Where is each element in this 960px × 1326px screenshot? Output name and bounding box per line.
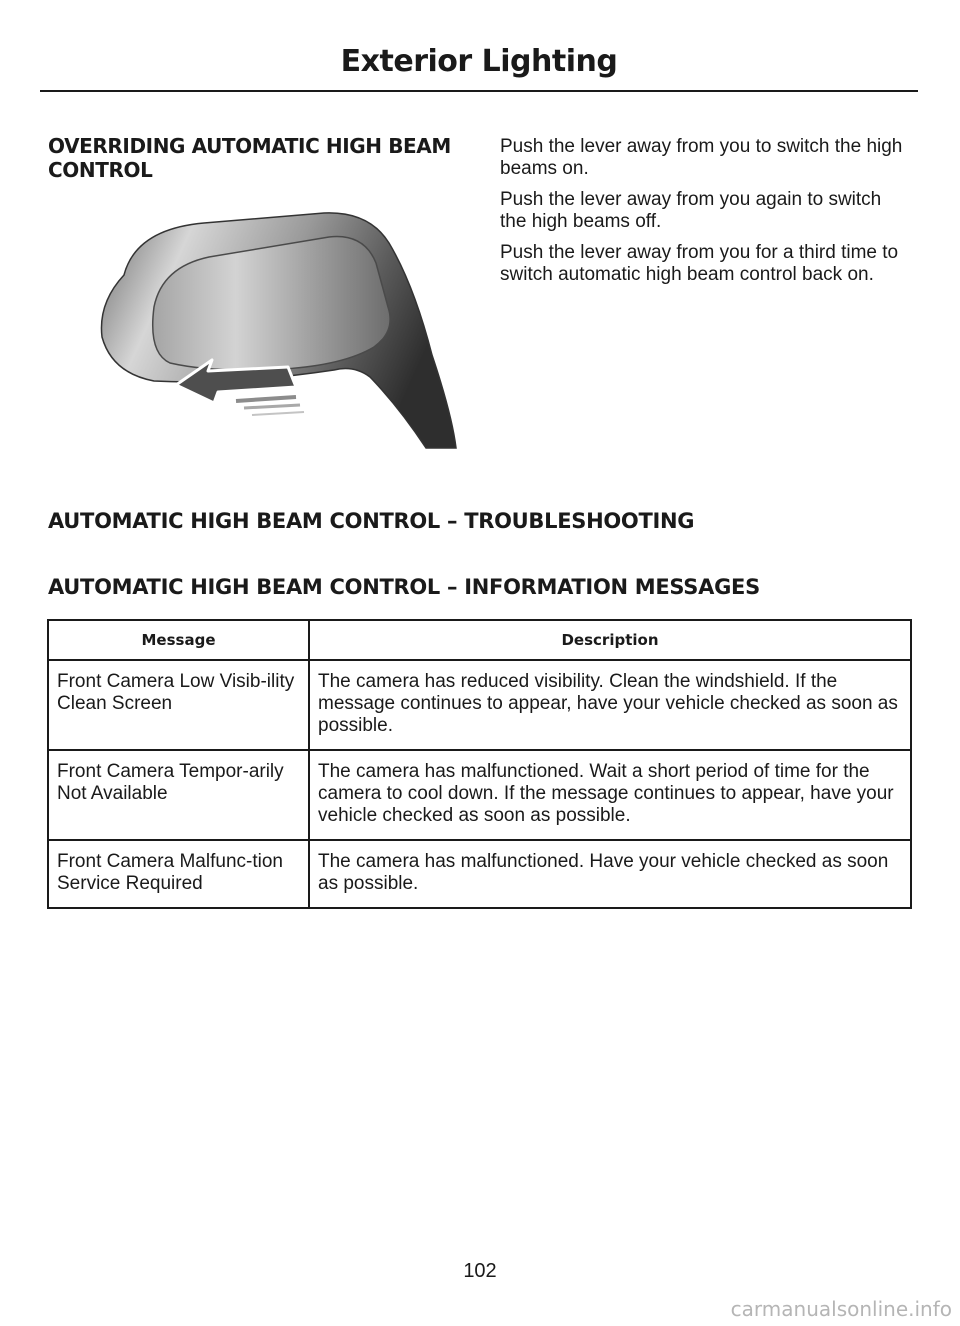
table-row xyxy=(48,840,911,908)
instruction-paragraph: Push the lever away from you for a third time to switch automatic high beam control back on. xyxy=(500,242,899,285)
description-cell: The camera has reduced visibility. Clean the windshield. If the message continues to appear, have your vehicle checked as soon as possible. xyxy=(309,660,911,750)
lever-illustration xyxy=(84,205,464,450)
column-header-message: Message xyxy=(48,620,309,660)
section-title-overriding: OVERRIDING AUTOMATIC HIGH BEAM CONTROL xyxy=(48,134,451,182)
message-cell: Front Camera Tempor-arily Not Available xyxy=(48,750,309,840)
information-messages-table xyxy=(47,619,912,909)
table-header-row xyxy=(48,620,911,660)
watermark: carmanualsonline.info xyxy=(730,1297,952,1321)
table-row xyxy=(48,750,911,840)
description-cell: The camera has malfunctioned. Have your vehicle checked as soon as possible. xyxy=(309,840,911,908)
instruction-paragraph: Push the lever away from you again to switch the high beams off. xyxy=(500,189,882,232)
message-cell: Front Camera Malfunc-tion Service Required xyxy=(48,840,309,908)
page-title: Exterior Lighting xyxy=(340,44,618,79)
instruction-paragraph: Push the lever away from you to switch the high beams on. xyxy=(500,136,903,179)
override-instructions xyxy=(500,136,910,295)
message-cell: Front Camera Low Visib-ility Clean Screen xyxy=(48,660,309,750)
column-header-description: Description xyxy=(309,620,911,660)
section-title-information-messages: AUTOMATIC HIGH BEAM CONTROL – INFORMATION MESSAGES xyxy=(48,575,760,599)
description-cell: The camera has malfunctioned. Wait a short period of time for the camera to cool down. If the message continues to appear, have your vehicle checked as soon as possible. xyxy=(309,750,911,840)
page-number: 102 xyxy=(463,1260,497,1282)
table-row xyxy=(48,660,911,750)
section-title-troubleshooting: AUTOMATIC HIGH BEAM CONTROL – TROUBLESHOOTING xyxy=(48,509,695,533)
header-divider xyxy=(40,90,918,92)
